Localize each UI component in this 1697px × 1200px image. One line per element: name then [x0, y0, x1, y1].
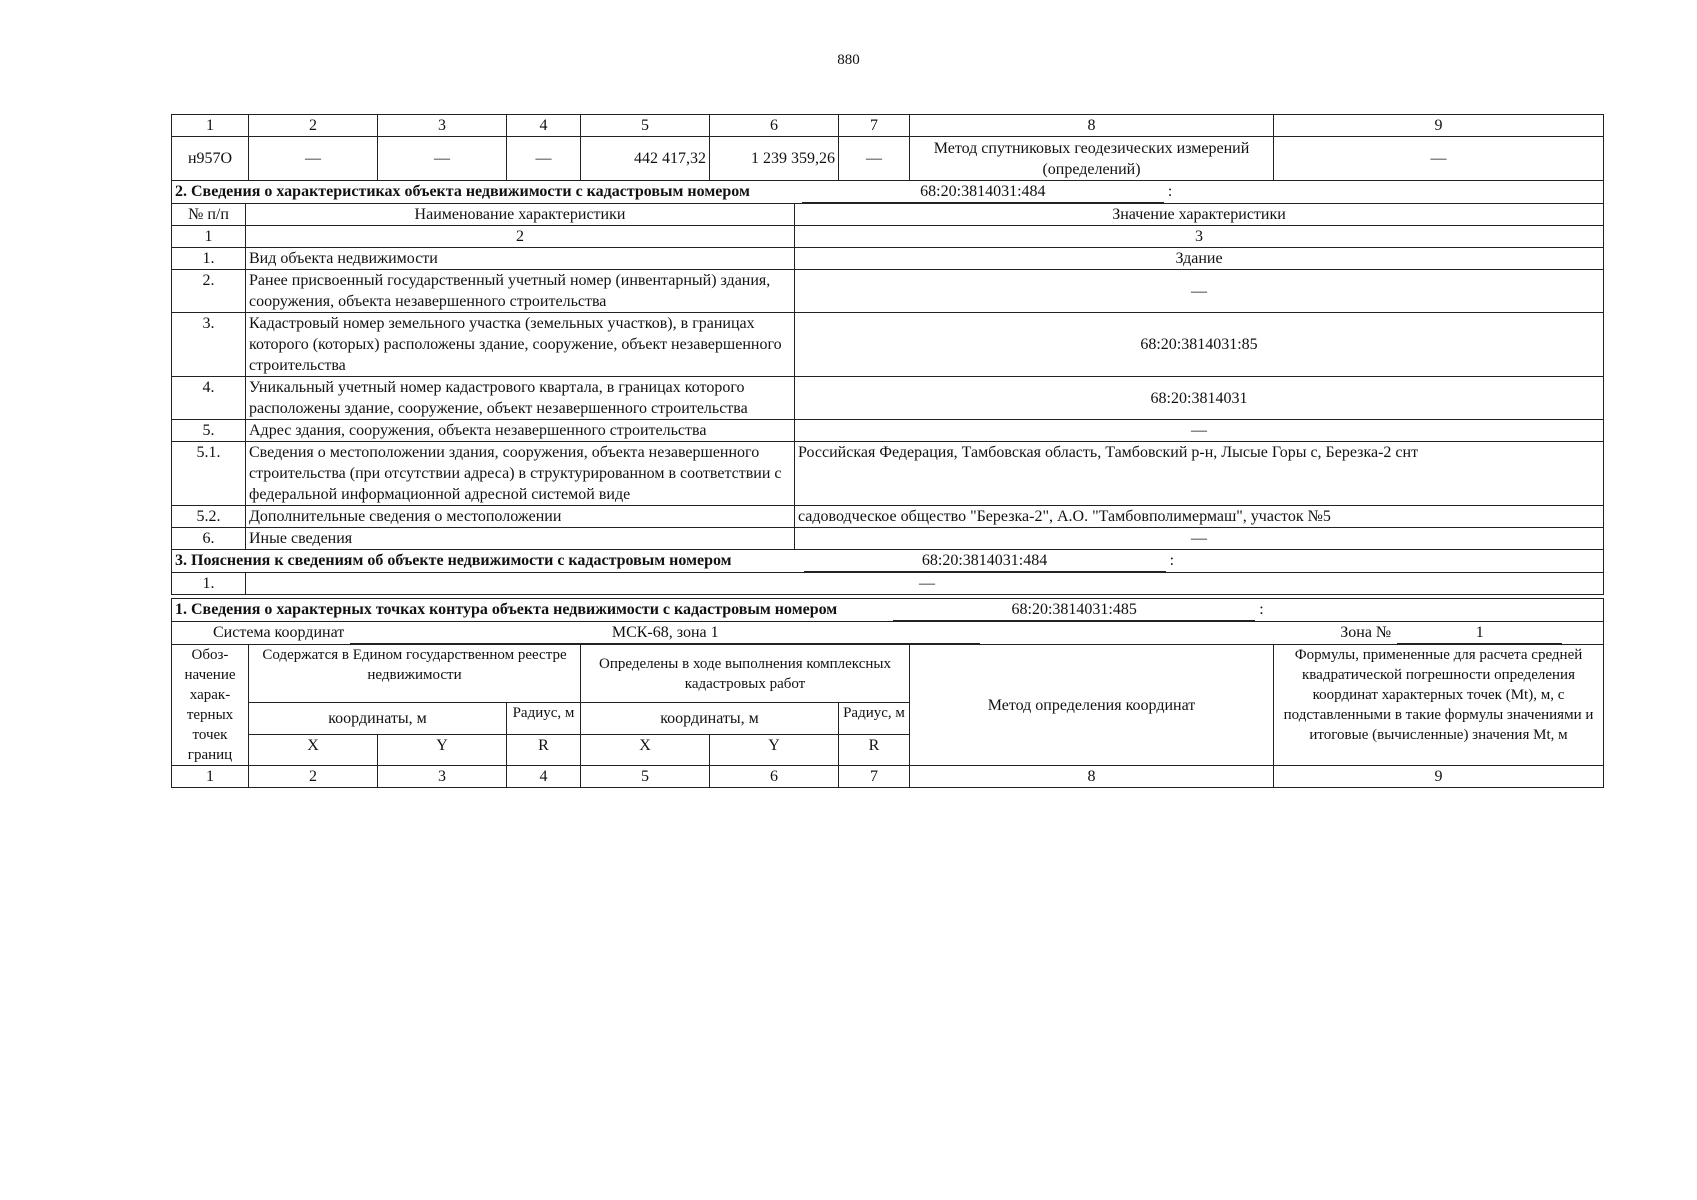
row-value-text: —	[919, 575, 935, 592]
header-kkr: Определены в ходе выполнения комплексных кадастровых работ	[581, 645, 910, 703]
section3-cadastral: 68:20:3814031:484	[804, 551, 1166, 572]
header-value: Значение характеристики	[795, 204, 1604, 226]
cell: —	[507, 137, 581, 181]
row-name: Иные сведения	[246, 528, 795, 550]
row-value: 68:20:3814031	[795, 377, 1604, 420]
row-num: 6.	[172, 528, 246, 550]
col-num: 6	[710, 115, 839, 137]
point-name: н957О	[172, 137, 249, 181]
colon: :	[1167, 183, 1173, 200]
header-y: Y	[710, 734, 839, 765]
header-formula: Формулы, примененные для расчета средней квадратической погрешности определения координат характерных точек (Mt), м, с подставленными в такие формулы значениями и итоговые (вычисленные) значения Mt, м	[1274, 645, 1604, 766]
col-num: 6	[710, 766, 839, 788]
header-y: Y	[378, 734, 507, 765]
row-num: 5.	[172, 420, 246, 442]
header-method: Метод определения координат	[910, 645, 1274, 766]
section1b-title-cell	[172, 599, 1604, 622]
col-num: 3	[378, 115, 507, 137]
coord-system-row	[172, 622, 1604, 645]
row-num: 1.	[172, 573, 246, 595]
table-row	[172, 506, 1604, 528]
header-x: X	[249, 734, 378, 765]
section3-title: 3. Пояснения к сведениям об объекте недвижимости с кадастровым номером	[175, 552, 732, 569]
section3-title-cell	[172, 550, 1604, 573]
header-x: X	[581, 734, 710, 765]
table-row	[172, 377, 1604, 420]
section1b-cadastral: 68:20:3814031:485	[893, 600, 1255, 621]
col-num: 5	[581, 115, 710, 137]
col-num: 1	[172, 766, 249, 788]
table-row	[172, 528, 1604, 550]
table-row	[172, 573, 1604, 595]
row-value: 68:20:3814031:85	[795, 313, 1604, 377]
header-radius: Радиус, м	[507, 703, 581, 734]
row-num: 3.	[172, 313, 246, 377]
section1b-title: 1. Сведения о характерных точках контура объекта недвижимости с кадастровым номером	[175, 601, 838, 618]
col-num: 3	[378, 766, 507, 788]
cell: —	[1274, 137, 1604, 181]
col-num: 1	[172, 226, 246, 248]
row-value: садоводческое общество "Березка-2", А.О. "Тамбовполимермаш", участок №5	[795, 506, 1604, 528]
header-row	[172, 204, 1604, 226]
colon: :	[1169, 552, 1175, 569]
table-row	[172, 442, 1604, 506]
col-num: 9	[1274, 115, 1604, 137]
col-num: 5	[581, 766, 710, 788]
header-num: № п/п	[172, 204, 246, 226]
col-num: 2	[246, 226, 795, 248]
coord-system-label: Система координат	[213, 624, 345, 641]
column-number-row	[172, 226, 1604, 248]
column-number-row	[172, 766, 1604, 788]
header-r: R	[507, 734, 581, 765]
section3-title-row	[172, 550, 1604, 573]
coord-x: 442 417,32	[581, 137, 710, 181]
cell: —	[378, 137, 507, 181]
col-num: 2	[249, 766, 378, 788]
table-row	[172, 248, 1604, 270]
table-row	[172, 313, 1604, 377]
section1b-table	[171, 598, 1604, 788]
row-num: 5.2.	[172, 506, 246, 528]
header-point: Обоз-начение харак-терных точек границ	[172, 645, 249, 766]
col-num: 3	[795, 226, 1604, 248]
table-row	[172, 420, 1604, 442]
row-value: —	[795, 420, 1604, 442]
row-name: Дополнительные сведения о местоположении	[246, 506, 795, 528]
row-value	[246, 573, 1604, 595]
zone-label: Зона №	[1340, 624, 1392, 641]
header-r: R	[839, 734, 910, 765]
row-value: Российская Федерация, Тамбовская область, Тамбовский р-н, Лысые Горы с, Березка-2 снт	[795, 442, 1604, 506]
header-name: Наименование характеристики	[246, 204, 795, 226]
header-egrn: Содержатся в Едином государственном реестре недвижимости	[249, 645, 581, 703]
header-radius: Радиус, м	[839, 703, 910, 734]
col-num: 8	[910, 115, 1274, 137]
section2-cadastral: 68:20:3814031:484	[802, 182, 1164, 203]
table-row	[172, 270, 1604, 313]
cell: —	[839, 137, 910, 181]
coord-system-cell	[172, 622, 1604, 645]
section1b-title-row	[172, 599, 1604, 622]
row-value: —	[795, 270, 1604, 313]
row-name: Кадастровый номер земельного участка (земельных участков), в границах которого (которых) расположены здание, сооружение, объект незавершенного строительства	[246, 313, 795, 377]
row-name: Вид объекта недвижимости	[246, 248, 795, 270]
col-num: 8	[910, 766, 1274, 788]
page-number: 880	[837, 52, 860, 68]
row-name: Ранее присвоенный государственный учетный номер (инвентарный) здания, сооружения, объекта незавершенного строительства	[246, 270, 795, 313]
colon: :	[1259, 601, 1264, 618]
col-num: 4	[507, 766, 581, 788]
cell: —	[249, 137, 378, 181]
row-value: Здание	[795, 248, 1604, 270]
method-cell: Метод спутниковых геодезических измерений (определений)	[910, 137, 1274, 181]
row-num: 5.1.	[172, 442, 246, 506]
header-coords: координаты, м	[249, 703, 507, 734]
col-num: 7	[839, 766, 910, 788]
table-row	[172, 137, 1604, 181]
row-name: Сведения о местоположении здания, сооружения, объекта незавершенного строительства (при отсутствии адреса) в структурированном в соответствии с федеральной информационной адресной системой виде	[246, 442, 795, 506]
section2-title: 2. Сведения о характеристиках объекта недвижимости с кадастровым номером	[175, 183, 750, 200]
col-num: 9	[1274, 766, 1604, 788]
row-value: —	[795, 528, 1604, 550]
points-table-top	[171, 114, 1604, 181]
col-num: 2	[249, 115, 378, 137]
coord-y: 1 239 359,26	[710, 137, 839, 181]
zone-value: 1	[1397, 623, 1562, 644]
section2-table	[171, 180, 1604, 550]
row-num: 4.	[172, 377, 246, 420]
row-num: 2.	[172, 270, 246, 313]
row-name: Уникальный учетный номер кадастрового квартала, в границах которого расположены здание, сооружение, объект незавершенного строительства	[246, 377, 795, 420]
column-number-row	[172, 115, 1604, 137]
section2-title-row	[172, 181, 1604, 204]
section2-title-cell	[172, 181, 1604, 204]
coord-system-value: МСК-68, зона 1	[350, 623, 980, 644]
col-num: 1	[172, 115, 249, 137]
col-num: 4	[507, 115, 581, 137]
header-row	[172, 645, 1604, 703]
section3-table	[171, 549, 1604, 599]
col-num: 7	[839, 115, 910, 137]
document-body	[171, 114, 1604, 788]
row-num: 1.	[172, 248, 246, 270]
row-name: Адрес здания, сооружения, объекта незавершенного строительства	[246, 420, 795, 442]
header-coords: координаты, м	[581, 703, 839, 734]
